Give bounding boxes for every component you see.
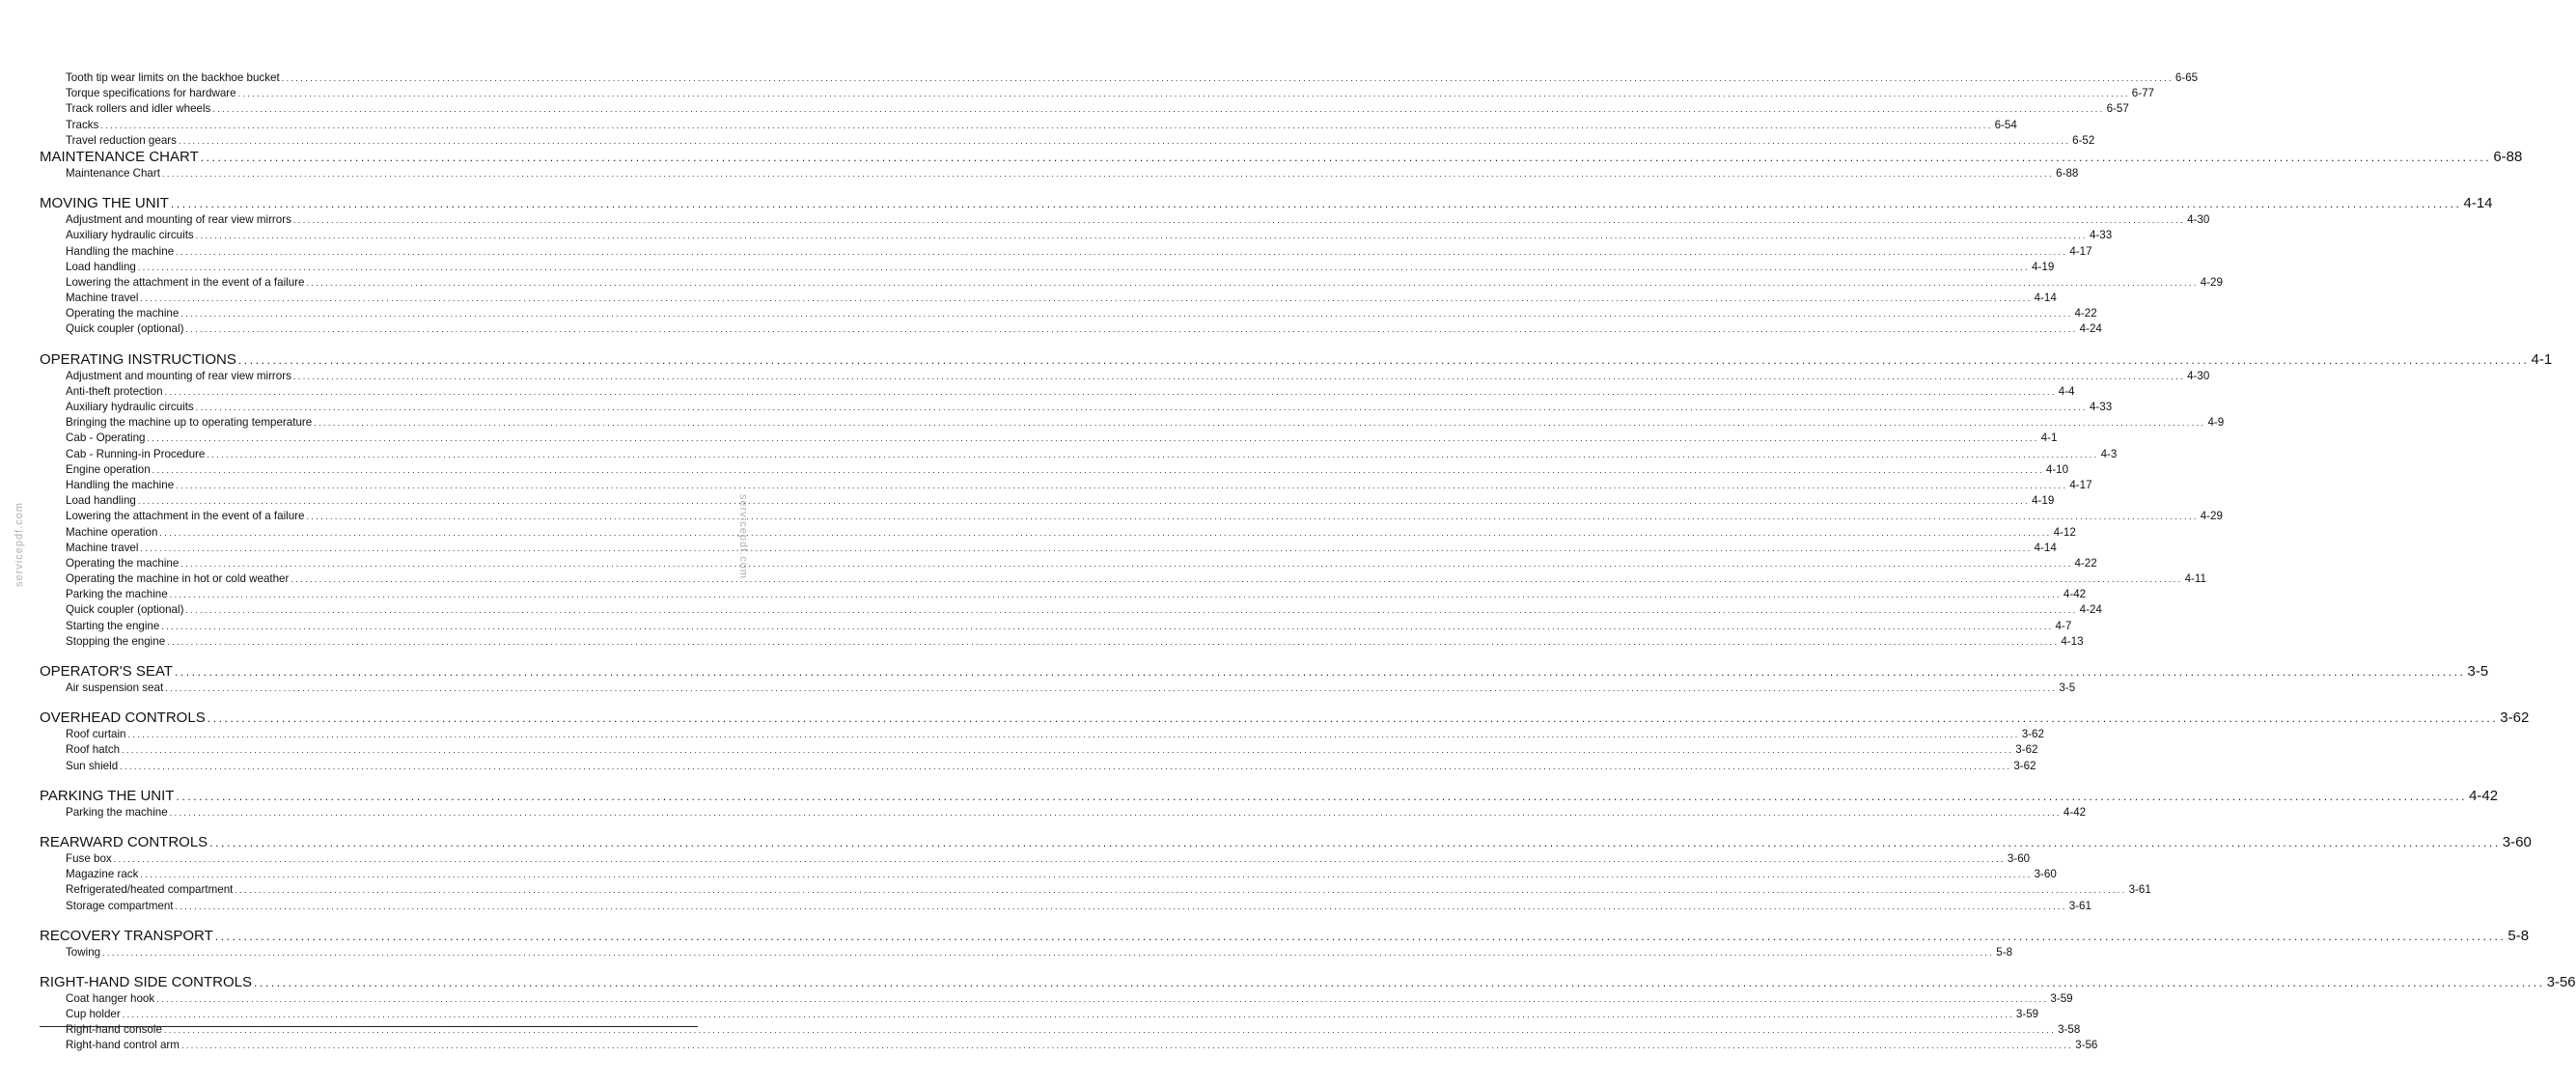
section-heading-page-number: 3-62 — [2500, 709, 2530, 727]
index-entry-page-number: 3-5 — [2059, 682, 2076, 694]
index-entry-page-number: 3-60 — [2007, 851, 2031, 865]
index-entry — [40, 991, 2073, 1007]
dot-leader: ................................................................................................................................................................................................................................................................................................................................................................................................................ — [176, 480, 2068, 490]
index-section — [40, 787, 2499, 821]
index-entry-label: Anti-theft protection — [66, 384, 163, 398]
index-entry-label: Operating the machine in hot or cold weather — [66, 572, 290, 586]
dot-leader: ................................................................................................................................................................................................................................................................................................................................................................................................................ — [195, 403, 2088, 412]
dot-leader: ................................................................................................................................................................................................................................................................................................................................................................................................................ — [140, 293, 2033, 304]
index-entry-page-number: 6-54 — [1994, 118, 2017, 131]
index-entry-label: Cab - Operating — [66, 431, 146, 445]
index-entry — [40, 462, 2069, 478]
dot-leader: ................................................................................................................................................................................................................................................................................................................................................................................................................ — [292, 215, 2186, 226]
dot-leader: ................................................................................................................................................................................................................................................................................................................................................................................................................ — [169, 590, 2062, 600]
index-entry — [40, 291, 2057, 306]
index-entry-label: Maintenance Chart — [66, 166, 160, 180]
section-heading-label: REARWARD CONTROLS — [40, 833, 208, 850]
dot-leader: ................................................................................................................................................................................................................................................................................................................................................................................................................ — [140, 542, 2033, 553]
index-entry-page-number: 6-52 — [2072, 133, 2095, 147]
index-entry — [40, 431, 2058, 446]
index-entry-label: Auxiliary hydraulic circuits — [66, 229, 194, 242]
index-entry-label: Tooth tip wear limits on the backhoe bucket — [66, 71, 280, 84]
dot-leader: ................................................................................................................................................................................................................................................................................................................................................................................................................ — [185, 605, 2078, 616]
dot-leader: ................................................................................................................................................................................................................................................................................................................................................................................................................ — [175, 901, 2067, 911]
index-entry — [40, 306, 2097, 321]
index-entry-label: Travel reduction gears — [66, 133, 177, 147]
section-heading-label: MAINTENANCE CHART — [40, 148, 199, 165]
index-entry-page-number: 4-24 — [2079, 603, 2102, 617]
index-entry-page-number: 3-62 — [2015, 743, 2038, 757]
index-entry-page-number: 4-1 — [2040, 431, 2058, 445]
index-entry-page-number: 3-61 — [2128, 883, 2151, 897]
bottom-rule — [40, 1026, 698, 1027]
dot-leader: ................................................................................................................................................................................................................................................................................................................................................................................................................ — [291, 574, 2183, 585]
index-entry-label: Machine travel — [66, 541, 139, 554]
index-entry-label: Handling the machine — [66, 244, 175, 258]
index-entry — [40, 228, 2113, 243]
index-entry — [40, 260, 2055, 275]
dot-leader: ................................................................................................................................................................................................................................................................................................................................................................................................................ — [180, 558, 2073, 569]
dot-leader: ................................................................................................................................................................................................................................................................................................................................................................................................................ — [281, 73, 2174, 83]
dot-leader: ................................................................................................................................................................................................................................................................................................................................................................................................................ — [163, 1025, 2057, 1036]
index-entry — [40, 166, 2079, 181]
dot-leader: ................................................................................................................................................................................................................................................................................................................................................................................................................ — [137, 262, 2031, 272]
index-entry-label: Parking the machine — [66, 588, 168, 601]
index-entry — [40, 478, 2092, 493]
dot-leader: ................................................................................................................................................................................................................................................................................................................................................................................................................ — [207, 449, 2099, 459]
dot-leader: ................................................................................................................................................................................................................................................................................................................................................................................................................ — [176, 789, 2468, 803]
dot-leader: ................................................................................................................................................................................................................................................................................................................................................................................................................ — [176, 246, 2068, 257]
index-entry-page-number: 6-77 — [2131, 87, 2154, 100]
index-entry-page-number: 4-22 — [2074, 556, 2097, 570]
index-entry — [40, 541, 2057, 556]
index-section — [40, 833, 2532, 914]
index-entry — [40, 945, 2013, 960]
index-entry-label: Machine travel — [66, 292, 139, 305]
index-entry — [40, 805, 2087, 821]
index-entry-label: Roof hatch — [66, 743, 121, 757]
index-entry-page-number: 4-19 — [2032, 260, 2055, 273]
dot-leader: ................................................................................................................................................................................................................................................................................................................................................................................................................ — [137, 496, 2031, 507]
index-entry-label: Starting the engine — [66, 619, 160, 632]
dot-leader: ................................................................................................................................................................................................................................................................................................................................................................................................................ — [209, 835, 2501, 849]
dot-leader: ................................................................................................................................................................................................................................................................................................................................................................................................................ — [167, 636, 2060, 647]
index-entry-page-number: 4-14 — [2034, 292, 2057, 305]
index-entry-label: Adjustment and mounting of rear view mirrors — [66, 213, 291, 227]
dot-leader: ................................................................................................................................................................................................................................................................................................................................................................................................................ — [120, 761, 2012, 771]
dot-leader: ................................................................................................................................................................................................................................................................................................................................................................................................................ — [212, 104, 2105, 115]
watermark-left: servicepdf.com — [13, 502, 25, 587]
index-entry — [40, 1007, 2039, 1022]
index-entry-page-number: 4-42 — [2063, 588, 2087, 601]
dot-leader: ................................................................................................................................................................................................................................................................................................................................................................................................................ — [237, 352, 2530, 367]
index-entry-label: Parking the machine — [66, 805, 168, 819]
index-entry — [40, 133, 2095, 149]
index-entry-page-number: 3-56 — [2075, 1039, 2098, 1052]
index-section — [40, 709, 2530, 774]
dot-leader: ................................................................................................................................................................................................................................................................................................................................................................................................................ — [235, 885, 2127, 896]
dot-leader: ................................................................................................................................................................................................................................................................................................................................................................................................................ — [127, 730, 2020, 740]
index-entry — [40, 681, 2076, 696]
index-entry — [40, 212, 2210, 228]
index-entry — [40, 1022, 2081, 1038]
index-entry-label: Engine operation — [66, 462, 151, 476]
index-entry-label: Bringing the machine up to operating temperature — [66, 416, 313, 430]
index-entry-label: Right-hand control arm — [66, 1039, 180, 1052]
index-entry-page-number: 4-12 — [2053, 525, 2076, 539]
dot-leader: ................................................................................................................................................................................................................................................................................................................................................................................................................ — [214, 929, 2507, 943]
index-entry-label: Cup holder — [66, 1008, 121, 1021]
index-entry — [40, 525, 2076, 541]
dot-leader: ................................................................................................................................................................................................................................................................................................................................................................................................................ — [292, 371, 2186, 381]
index-entry-page-number: 3-60 — [2034, 868, 2057, 881]
index-entry-page-number: 5-8 — [1996, 945, 2013, 959]
section-heading — [40, 833, 2532, 851]
index-entry-label: Stopping the engine — [66, 634, 166, 648]
index-entry — [40, 86, 2154, 101]
dot-leader: ................................................................................................................................................................................................................................................................................................................................................................................................................ — [174, 665, 2466, 679]
section-heading — [40, 195, 2493, 212]
dot-leader: ................................................................................................................................................................................................................................................................................................................................................................................................................ — [180, 1041, 2074, 1051]
index-entry — [40, 899, 2091, 914]
index-entry — [40, 742, 2038, 758]
dot-leader: ................................................................................................................................................................................................................................................................................................................................................................................................................ — [185, 324, 2078, 335]
index-entry-page-number: 4-29 — [2200, 510, 2223, 523]
index-entry-label: Quick coupler (optional) — [66, 322, 184, 336]
dot-leader: ................................................................................................................................................................................................................................................................................................................................................................................................................ — [180, 309, 2073, 320]
index-entry-label: Towing — [66, 945, 101, 959]
index-entry-page-number: 4-22 — [2074, 307, 2097, 320]
dot-leader: ................................................................................................................................................................................................................................................................................................................................................................................................................ — [122, 745, 2014, 756]
section-heading-label: OPERATOR'S SEAT — [40, 663, 173, 680]
index-entry — [40, 727, 2044, 742]
index-entry-page-number: 4-4 — [2058, 384, 2075, 398]
index-entry — [40, 587, 2087, 602]
index-entry-page-number: 4-10 — [2045, 462, 2069, 476]
index-entry — [40, 118, 2017, 133]
index-entry-page-number: 3-61 — [2068, 899, 2091, 912]
dot-leader: ................................................................................................................................................................................................................................................................................................................................................................................................................ — [165, 683, 2058, 693]
dot-leader: ................................................................................................................................................................................................................................................................................................................................................................................................................ — [156, 993, 2049, 1004]
section-heading-label: OVERHEAD CONTROLS — [40, 709, 206, 727]
index-entry — [40, 447, 2118, 462]
index-entry-page-number: 4-30 — [2187, 213, 2210, 227]
index-entry-page-number: 6-65 — [2174, 71, 2199, 84]
index-entry-page-number: 3-58 — [2058, 1023, 2081, 1037]
index-entry-label: Lowering the attachment in the event of a failure — [66, 275, 305, 289]
dot-leader: ................................................................................................................................................................................................................................................................................................................................................................................................................ — [152, 464, 2044, 475]
index-entry — [40, 493, 2055, 509]
index-entry-label: Lowering the attachment in the event of a failure — [66, 510, 305, 523]
section-heading — [40, 973, 2576, 991]
index-entry — [40, 634, 2084, 650]
index-entry-page-number: 4-33 — [2089, 229, 2113, 242]
index-entry-label: Sun shield — [66, 759, 119, 772]
dot-leader: ................................................................................................................................................................................................................................................................................................................................................................................................................ — [200, 150, 2492, 164]
index-entry-label: Air suspension seat — [66, 682, 164, 694]
section-heading — [40, 663, 2489, 681]
index-entry-page-number: 3-62 — [2021, 728, 2044, 741]
index-section — [40, 195, 2493, 338]
section-heading-page-number: 4-1 — [2531, 350, 2553, 368]
section-heading-label: PARKING THE UNIT — [40, 787, 175, 804]
index-entry — [40, 244, 2092, 260]
index-entry — [40, 275, 2223, 291]
index-entry-label: Operating the machine — [66, 307, 180, 320]
dot-leader: ................................................................................................................................................................................................................................................................................................................................................................................................................ — [178, 135, 2071, 146]
index-entry-page-number: 4-42 — [2063, 805, 2087, 819]
dot-leader: ................................................................................................................................................................................................................................................................................................................................................................................................................ — [140, 870, 2033, 880]
index-entry-page-number: 6-57 — [2106, 102, 2129, 116]
index-entry-page-number: 4-9 — [2207, 416, 2225, 430]
index-entry — [40, 759, 2036, 774]
dot-leader: ................................................................................................................................................................................................................................................................................................................................................................................................................ — [147, 433, 2039, 444]
index-entry — [40, 571, 2206, 587]
index-entry — [40, 1038, 2098, 1053]
dot-leader: ................................................................................................................................................................................................................................................................................................................................................................................................................ — [254, 975, 2545, 989]
dot-leader: ................................................................................................................................................................................................................................................................................................................................................................................................................ — [237, 89, 2130, 99]
index-entry-label: Quick coupler (optional) — [66, 603, 184, 617]
index-entry — [40, 556, 2097, 571]
index-entry-label: Auxiliary hydraulic circuits — [66, 401, 194, 413]
watermark-right: servicepdf.com — [736, 494, 749, 579]
index-entry-page-number: 4-3 — [2100, 447, 2118, 460]
dot-leader: ................................................................................................................................................................................................................................................................................................................................................................................................................ — [195, 231, 2088, 241]
index-entry-label: Right-hand console — [66, 1023, 162, 1037]
intro-entries — [40, 70, 2199, 149]
dot-leader: ................................................................................................................................................................................................................................................................................................................................................................................................................ — [122, 1010, 2014, 1020]
section-heading-page-number: 5-8 — [2507, 927, 2530, 944]
section-heading-page-number: 4-14 — [2463, 195, 2493, 212]
index-entry-page-number: 4-33 — [2089, 401, 2113, 413]
index-entry — [40, 882, 2151, 898]
index-section — [40, 927, 2530, 960]
dot-leader: ................................................................................................................................................................................................................................................................................................................................................................................................................ — [100, 120, 1993, 130]
index-entry-page-number: 4-13 — [2061, 634, 2084, 648]
index-entry-page-number: 4-7 — [2055, 619, 2072, 632]
section-heading — [40, 927, 2530, 945]
index-entry-label: Tracks — [66, 118, 99, 131]
index-entry-label: Fuse box — [66, 851, 112, 865]
index-entry-page-number: 3-59 — [2050, 991, 2073, 1005]
dot-leader: ................................................................................................................................................................................................................................................................................................................................................................................................................ — [314, 418, 2206, 429]
index-entry-page-number: 4-17 — [2069, 478, 2092, 491]
index-entry-page-number: 4-17 — [2069, 244, 2092, 258]
index-entry-label: Torque specifications for hardware — [66, 87, 236, 100]
index-entry — [40, 369, 2210, 384]
index-entry-label: Operating the machine — [66, 556, 180, 570]
dot-leader: ................................................................................................................................................................................................................................................................................................................................................................................................................ — [306, 512, 2199, 522]
dot-leader: ................................................................................................................................................................................................................................................................................................................................................................................................................ — [170, 197, 2462, 211]
index-entry-label: Magazine rack — [66, 868, 139, 881]
section-heading-label: OPERATING INSTRUCTIONS — [40, 350, 236, 368]
index-entry-label: Coat hanger hook — [66, 991, 155, 1005]
dot-leader: ................................................................................................................................................................................................................................................................................................................................................................................................................ — [113, 853, 2006, 864]
dot-leader: ................................................................................................................................................................................................................................................................................................................................................................................................................ — [102, 947, 1995, 958]
index-entry — [40, 619, 2072, 634]
index-entry-page-number: 6-88 — [2056, 166, 2079, 180]
index-entry — [40, 101, 2129, 117]
dot-leader: ................................................................................................................................................................................................................................................................................................................................................................................................................ — [164, 386, 2057, 397]
index-entry-label: Handling the machine — [66, 478, 175, 491]
index-entry-page-number: 4-24 — [2079, 322, 2102, 336]
dot-leader: ................................................................................................................................................................................................................................................................................................................................................................................................................ — [169, 807, 2062, 818]
index-entry-page-number: 4-11 — [2184, 572, 2206, 586]
index-entry — [40, 321, 2102, 337]
index-entry-page-number: 3-62 — [2013, 759, 2036, 772]
section-heading — [40, 148, 2523, 166]
section-heading-page-number: 3-60 — [2502, 833, 2532, 850]
index-section — [40, 973, 2576, 1054]
dot-leader: ................................................................................................................................................................................................................................................................................................................................................................................................................ — [207, 711, 2499, 726]
index-entry-page-number: 3-59 — [2015, 1008, 2039, 1021]
index-entry-label: Track rollers and idler wheels — [66, 102, 211, 116]
index-entry-label: Load handling — [66, 494, 136, 508]
index-section — [40, 663, 2489, 696]
dot-leader: ................................................................................................................................................................................................................................................................................................................................................................................................................ — [306, 277, 2199, 288]
index-entry-page-number: 4-29 — [2200, 275, 2223, 289]
index-entry — [40, 400, 2113, 415]
index-entry-label: Cab - Running-in Procedure — [66, 447, 206, 460]
dot-leader: ................................................................................................................................................................................................................................................................................................................................................................................................................ — [161, 621, 2054, 631]
index-entry-label: Refrigerated/heated compartment — [66, 883, 234, 897]
dot-leader: ................................................................................................................................................................................................................................................................................................................................................................................................................ — [159, 527, 2052, 538]
index-section — [40, 148, 2523, 181]
index-entry-page-number: 4-19 — [2032, 494, 2055, 508]
section-heading — [40, 787, 2499, 805]
index-entry — [40, 415, 2225, 431]
dot-leader: ................................................................................................................................................................................................................................................................................................................................................................................................................ — [161, 168, 2055, 179]
index-entry — [40, 602, 2102, 618]
index-entry — [40, 384, 2075, 400]
section-heading-page-number: 6-88 — [2493, 148, 2523, 165]
index-entry — [40, 867, 2057, 882]
section-heading-page-number: 3-5 — [2467, 663, 2489, 680]
index-entry-label: Storage compartment — [66, 899, 174, 912]
index-entry-label: Load handling — [66, 260, 136, 273]
section-heading-label: MOVING THE UNIT — [40, 195, 169, 212]
index-entry-label: Roof curtain — [66, 728, 126, 741]
index-entry-label: Machine operation — [66, 525, 158, 539]
index-entry-page-number: 4-14 — [2034, 541, 2057, 554]
section-heading-page-number: 4-42 — [2469, 787, 2499, 804]
index-entry — [40, 851, 2031, 867]
section-heading-label: RECOVERY TRANSPORT — [40, 927, 213, 944]
section-heading — [40, 709, 2530, 727]
index-entry-page-number: 4-30 — [2187, 369, 2210, 382]
index-entry — [40, 70, 2199, 86]
index-entry — [40, 509, 2223, 524]
index-entry-label: Adjustment and mounting of rear view mirrors — [66, 369, 291, 382]
section-heading-page-number: 3-56 — [2546, 973, 2576, 990]
section-heading-label: RIGHT-HAND SIDE CONTROLS — [40, 973, 253, 990]
section-heading — [40, 350, 2553, 369]
